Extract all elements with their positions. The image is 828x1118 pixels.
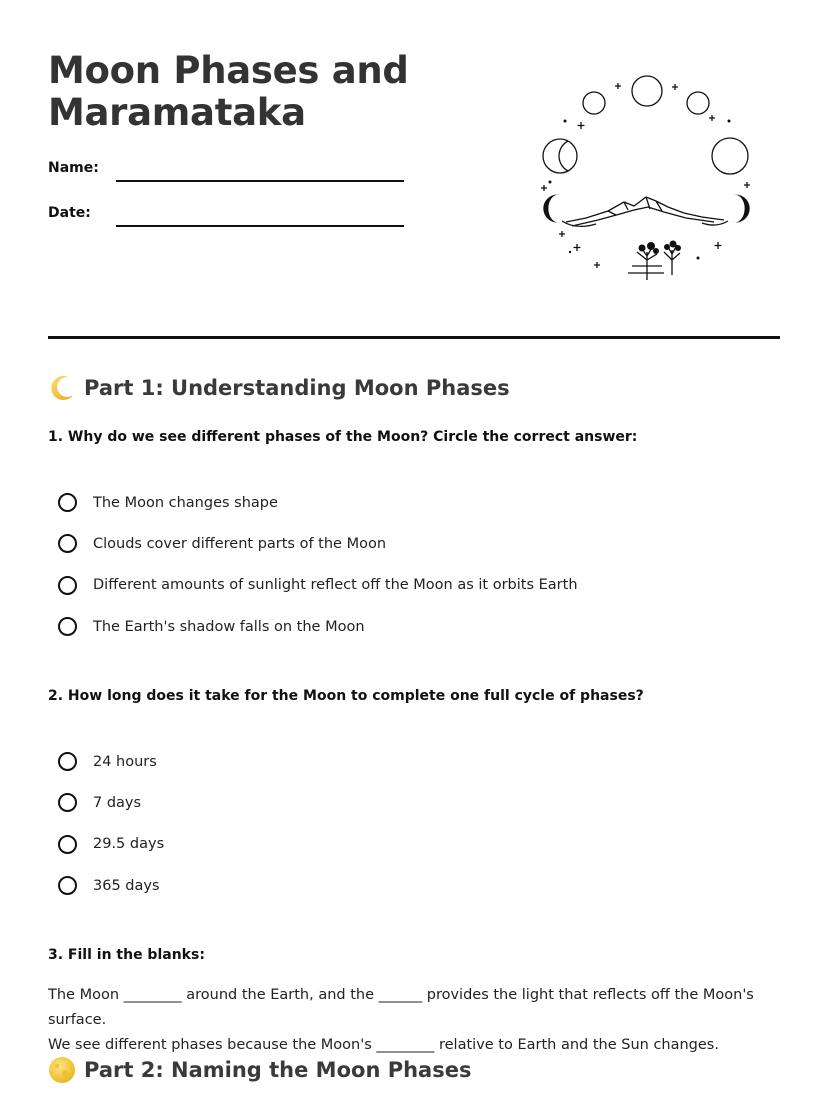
q2-option-1[interactable] (58, 741, 164, 782)
fill-sentence-2: We see different phases because the Moon's ________ relative to Earth and the Sun changes. (48, 1037, 719, 1053)
q1-option-3[interactable] (58, 565, 578, 606)
fill-sentence-1: The Moon ________ around the Earth, and the ______ provides the light that reflects off the Moon's surface. (48, 987, 754, 1028)
radio-circle-icon[interactable] (58, 493, 77, 512)
date-label: Date: (48, 205, 91, 221)
section-divider (48, 336, 780, 339)
question-1: 1. Why do we see different phases of the Moon? Circle the correct answer: (48, 429, 638, 445)
fill-in-blanks-paragraph (48, 983, 788, 1058)
radio-circle-icon[interactable] (58, 793, 77, 812)
full-moon-icon (48, 1056, 76, 1084)
q2-option-4[interactable] (58, 865, 164, 906)
part-1-heading (48, 374, 510, 402)
radio-circle-icon[interactable] (58, 876, 77, 895)
page-title: Moon Phases and Maramataka (48, 49, 409, 134)
option-label: 29.5 days (93, 836, 165, 853)
radio-circle-icon[interactable] (58, 534, 77, 553)
crescent-moon-icon (48, 374, 76, 402)
radio-circle-icon[interactable] (58, 617, 77, 636)
option-label: Clouds cover different parts of the Moon (93, 535, 387, 552)
option-label: 24 hours (93, 753, 157, 770)
radio-circle-icon[interactable] (58, 752, 77, 771)
date-field[interactable] (116, 225, 404, 227)
q1-option-4[interactable] (58, 606, 578, 647)
question-3: 3. Fill in the blanks: (48, 947, 205, 963)
name-field[interactable] (116, 180, 404, 182)
question-2: 2. How long does it take for the Moon to complete one full cycle of phases? (48, 688, 644, 704)
part-2-title: Part 2: Naming the Moon Phases (84, 1058, 472, 1082)
q1-option-1[interactable] (58, 482, 578, 523)
q1-option-2[interactable] (58, 523, 578, 564)
question-2-options (58, 741, 164, 906)
q2-option-3[interactable] (58, 824, 164, 865)
option-label: The Earth's shadow falls on the Moon (93, 618, 365, 635)
option-label: Different amounts of sunlight reflect off the Moon as it orbits Earth (93, 577, 578, 594)
option-label: The Moon changes shape (93, 494, 278, 511)
part-2-heading (48, 1056, 471, 1084)
name-label: Name: (48, 160, 99, 176)
moon-phases-mountain-illustration-icon (536, 70, 756, 286)
radio-circle-icon[interactable] (58, 576, 77, 595)
option-label: 365 days (93, 877, 160, 894)
radio-circle-icon[interactable] (58, 835, 77, 854)
question-1-options (58, 482, 578, 647)
q2-option-2[interactable] (58, 782, 164, 823)
part-1-title: Part 1: Understanding Moon Phases (84, 376, 510, 400)
option-label: 7 days (93, 794, 142, 811)
